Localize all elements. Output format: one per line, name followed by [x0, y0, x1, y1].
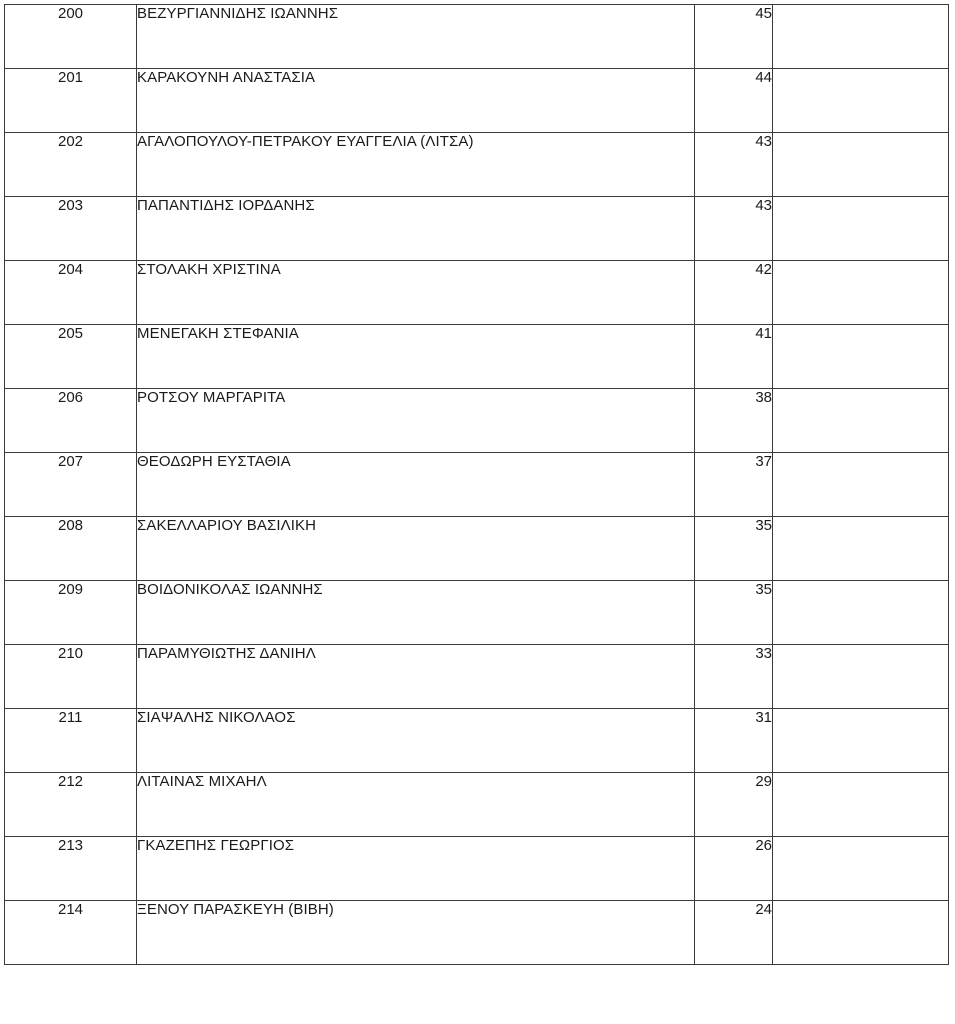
- score-cell: 43: [695, 133, 773, 197]
- empty-cell: [773, 581, 949, 645]
- full-name-cell: ΡΟΤΣΟΥ ΜΑΡΓΑΡΙΤΑ: [137, 389, 695, 453]
- score-cell: 41: [695, 325, 773, 389]
- empty-cell: [773, 901, 949, 965]
- full-name-cell: ΛΙΤΑΙΝΑΣ ΜΙΧΑΗΛ: [137, 773, 695, 837]
- full-name-cell: ΞΕΝΟΥ ΠΑΡΑΣΚΕΥΗ (ΒΙΒΗ): [137, 901, 695, 965]
- full-name-cell: ΒΟΙΔΟΝΙΚΟΛΑΣ ΙΩΑΝΝΗΣ: [137, 581, 695, 645]
- score-cell: 37: [695, 453, 773, 517]
- row-number-cell: 212: [5, 773, 137, 837]
- empty-cell: [773, 69, 949, 133]
- full-name-cell: ΓΚΑΖΕΠΗΣ ΓΕΩΡΓΙΟΣ: [137, 837, 695, 901]
- row-number-cell: 200: [5, 5, 137, 69]
- empty-cell: [773, 453, 949, 517]
- score-cell: 33: [695, 645, 773, 709]
- empty-cell: [773, 325, 949, 389]
- table-row: [5, 261, 949, 325]
- row-number-cell: 208: [5, 517, 137, 581]
- score-cell: 26: [695, 837, 773, 901]
- full-name-cell: ΣΤΟΛΑΚΗ ΧΡΙΣΤΙΝΑ: [137, 261, 695, 325]
- table-row: [5, 581, 949, 645]
- table-row: [5, 133, 949, 197]
- full-name-cell: ΑΓΑΛΟΠΟΥΛΟΥ-ΠΕΤΡΑΚΟΥ ΕΥΑΓΓΕΛΙΑ (ΛΙΤΣΑ): [137, 133, 695, 197]
- full-name-cell: ΘΕΟΔΩΡΗ ΕΥΣΤΑΘΙΑ: [137, 453, 695, 517]
- row-number-cell: 209: [5, 581, 137, 645]
- row-number-cell: 201: [5, 69, 137, 133]
- empty-cell: [773, 389, 949, 453]
- table-row: [5, 773, 949, 837]
- row-number-cell: 202: [5, 133, 137, 197]
- row-number-cell: 211: [5, 709, 137, 773]
- table-row: [5, 517, 949, 581]
- row-number-cell: 204: [5, 261, 137, 325]
- empty-cell: [773, 709, 949, 773]
- score-cell: 35: [695, 581, 773, 645]
- table-row: [5, 901, 949, 965]
- row-number-cell: 210: [5, 645, 137, 709]
- table-row: [5, 325, 949, 389]
- score-cell: 42: [695, 261, 773, 325]
- table-row: [5, 837, 949, 901]
- score-cell: 45: [695, 5, 773, 69]
- table-row: [5, 709, 949, 773]
- full-name-cell: ΠΑΡΑΜΥΘΙΩΤΗΣ ΔΑΝΙΗΛ: [137, 645, 695, 709]
- table-row: [5, 645, 949, 709]
- ranking-table-body: [5, 5, 949, 965]
- full-name-cell: ΣΑΚΕΛΛΑΡΙΟΥ ΒΑΣΙΛΙΚΗ: [137, 517, 695, 581]
- score-cell: 29: [695, 773, 773, 837]
- empty-cell: [773, 773, 949, 837]
- full-name-cell: ΒΕΖΥΡΓΙΑΝΝΙΔΗΣ ΙΩΑΝΝΗΣ: [137, 5, 695, 69]
- full-name-cell: ΣΙΑΨΑΛΗΣ ΝΙΚΟΛΑΟΣ: [137, 709, 695, 773]
- empty-cell: [773, 837, 949, 901]
- empty-cell: [773, 517, 949, 581]
- empty-cell: [773, 5, 949, 69]
- score-cell: 43: [695, 197, 773, 261]
- row-number-cell: 206: [5, 389, 137, 453]
- row-number-cell: 214: [5, 901, 137, 965]
- score-cell: 35: [695, 517, 773, 581]
- empty-cell: [773, 197, 949, 261]
- empty-cell: [773, 261, 949, 325]
- empty-cell: [773, 645, 949, 709]
- table-row: [5, 453, 949, 517]
- score-cell: 38: [695, 389, 773, 453]
- ranking-table: [4, 4, 949, 965]
- row-number-cell: 205: [5, 325, 137, 389]
- score-cell: 24: [695, 901, 773, 965]
- table-row: [5, 5, 949, 69]
- full-name-cell: ΠΑΠΑΝΤΙΔΗΣ ΙΟΡΔΑΝΗΣ: [137, 197, 695, 261]
- empty-cell: [773, 133, 949, 197]
- full-name-cell: ΜΕΝΕΓΑΚΗ ΣΤΕΦΑΝΙΑ: [137, 325, 695, 389]
- table-row: [5, 69, 949, 133]
- row-number-cell: 203: [5, 197, 137, 261]
- score-cell: 31: [695, 709, 773, 773]
- row-number-cell: 213: [5, 837, 137, 901]
- table-row: [5, 389, 949, 453]
- row-number-cell: 207: [5, 453, 137, 517]
- full-name-cell: ΚΑΡΑΚΟΥΝΗ ΑΝΑΣΤΑΣΙΑ: [137, 69, 695, 133]
- table-row: [5, 197, 949, 261]
- score-cell: 44: [695, 69, 773, 133]
